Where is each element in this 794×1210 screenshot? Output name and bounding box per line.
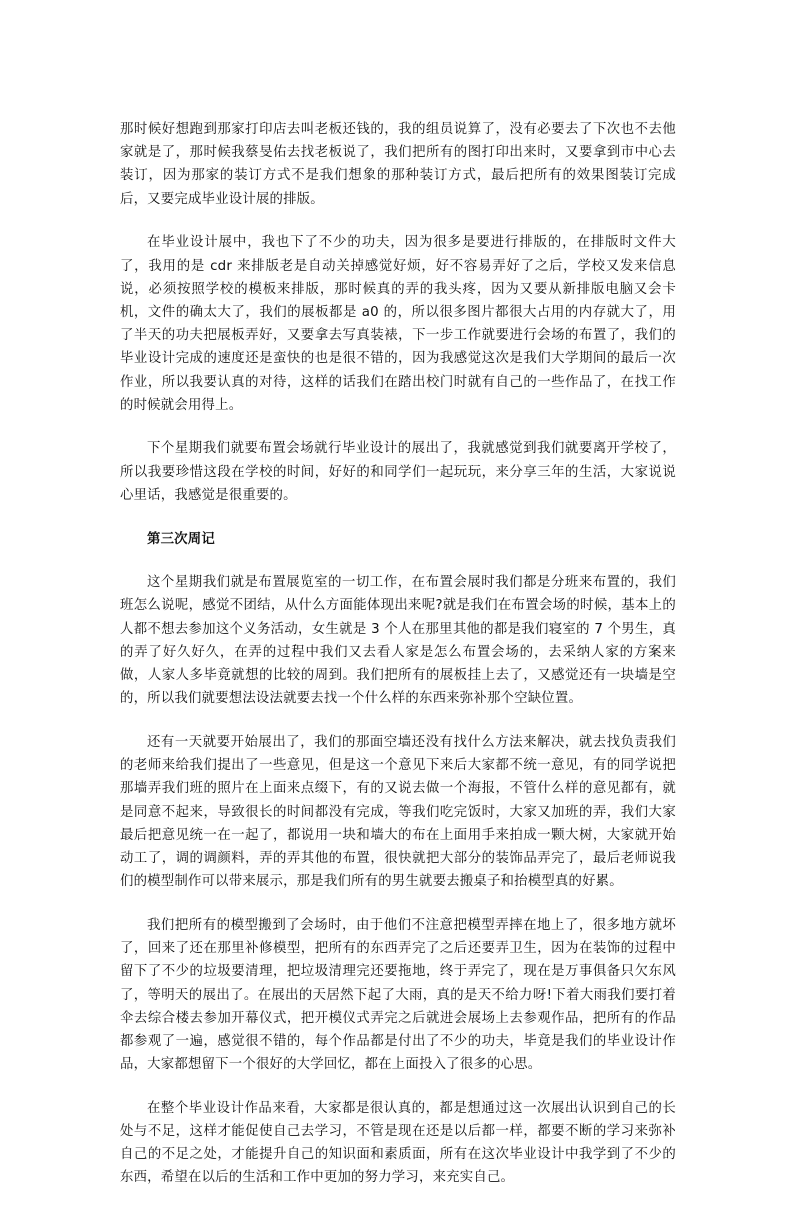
paragraph-3: 下个星期我们就要布置会场就行毕业设计的展出了，我就感觉到我们就要离开学校了，所以我要珍惜这段在学校的时间，好好的和同学们一起玩玩，来分享三年的生活，大家说说心里话，我感觉是很重要的。 xyxy=(120,441,676,503)
section-heading: 第三次周记 xyxy=(147,531,215,547)
paragraph-1: 那时候好想跑到那家打印店去叫老板还钱的，我的组员说算了，没有必要去了下次也不去他家就是了，那时候我蔡旻佑去找老板说了，我们把所有的图打印出来时，又要拿到市中心去装订，因为那家的装订方式不是我们想象的那种装订方式，最后把所有的效果图装订完成后，又要完成毕业设计展的排版。 xyxy=(120,122,676,207)
paragraph-2: 在毕业设计展中，我也下了不少的功夫，因为很多是要进行排版的，在排版时文件大了，我用的是 cdr 来排版老是自动关掉感觉好烦，好不容易弄好了之后，学校又发来信息说，必须按照学校的模板来排版，那时候真的弄的我头疼，因为又要从新排版电脑又会卡机，文件的确太大了，我们的展板都是 a0 的，所以很多图片都很大占用的内存就大了，用了半天的功夫把展板弄好，又要拿去写真装裱，下一步工作就要进行会场的布置了，我们的毕业设计完成的速度还是蛮快的也是很不错的，因为我感觉这次是我们大学期间的最后一次作业，所以我要认真的对待，这样的话我们在踏出校门时就有自己的一些作品了，在找工作的时候就会用得上。 xyxy=(120,235,676,413)
document-page xyxy=(120,118,676,1210)
paragraph-5: 还有一天就要开始展出了，我们的那面空墙还没有找什么方法来解决，就去找负责我们的老师来给我们提出了一些意见，但是这一个意见下来后大家都不统一意见，有的同学说把那墙弄我们班的照片在上面来点缀下，有的又说去做一个海报，不管什么样的意见都有，就是同意不起来，导致很长的时间都没有完成，等我们吃完饭时，大家又加班的弄，我们大家最后把意见统一在一起了，都说用一块和墙大的布在上面用手来拍成一颗大树，大家就开始动工了，调的调颜料，弄的弄其他的布置，很快就把大部分的装饰品弄完了，最后老师说我们的模型制作可以带来展示，那是我们所有的男生就要去搬桌子和抬模型真的好累。 xyxy=(120,734,676,890)
paragraph-4: 这个星期我们就是布置展览室的一切工作，在布置会展时我们都是分班来布置的，我们班怎么说呢，感觉不团结，从什么方面能体现出来呢?就是我们在布置会场的时候，基本上的人都不想去参加这个义务活动，女生就是 3 个人在那里其他的都是我们寝室的 7 个男生，真的弄了好久好久，在弄的过程中我们又去看人家是怎么布置会场的，去采纳人家的方案来做，人家人多毕竟就想的比较的周到。我们把所有的展板挂上去了，又感觉还有一块墙是空的，所以我们就要想法设法就要去找一个什么样的东西来弥补那个空缺位置。 xyxy=(120,575,676,707)
paragraph-6: 我们把所有的模型搬到了会场时，由于他们不注意把模型弄摔在地上了，很多地方就坏了，回来了还在那里补修模型，把所有的东西弄完了之后还要弄卫生，因为在装饰的过程中留下了不少的垃圾要清理，把垃圾清理完还要拖地，终于弄完了，现在是万事俱备只欠东风了，等明天的展出了。在展出的天居然下起了大雨，真的是天不给力呀!下着大雨我们要打着伞去综合楼去参加开幕仪式，把开模仪式弄完之后就进会展场上去参观作品，把所有的作品都参观了一遍，感觉很不错的，每个作品都是付出了不少的功夫，毕竟是我们的毕业设计作品，大家都想留下一个很好的大学回忆，都在上面投入了很多的心思。 xyxy=(120,917,676,1073)
paragraph-7: 在整个毕业设计作品来看，大家都是很认真的，都是想通过这一次展出认识到自己的长处与不足，这样才能促使自己去学习，不管是现在还是以后都一样，都要不断的学习来弥补自己的不足之处，才能提升自己的知识面和素质面，所有在这次毕业设计中我学到了不少的东西，希望在以后的生活和工作中更加的努力学习，来充实自己。 xyxy=(120,1100,676,1186)
